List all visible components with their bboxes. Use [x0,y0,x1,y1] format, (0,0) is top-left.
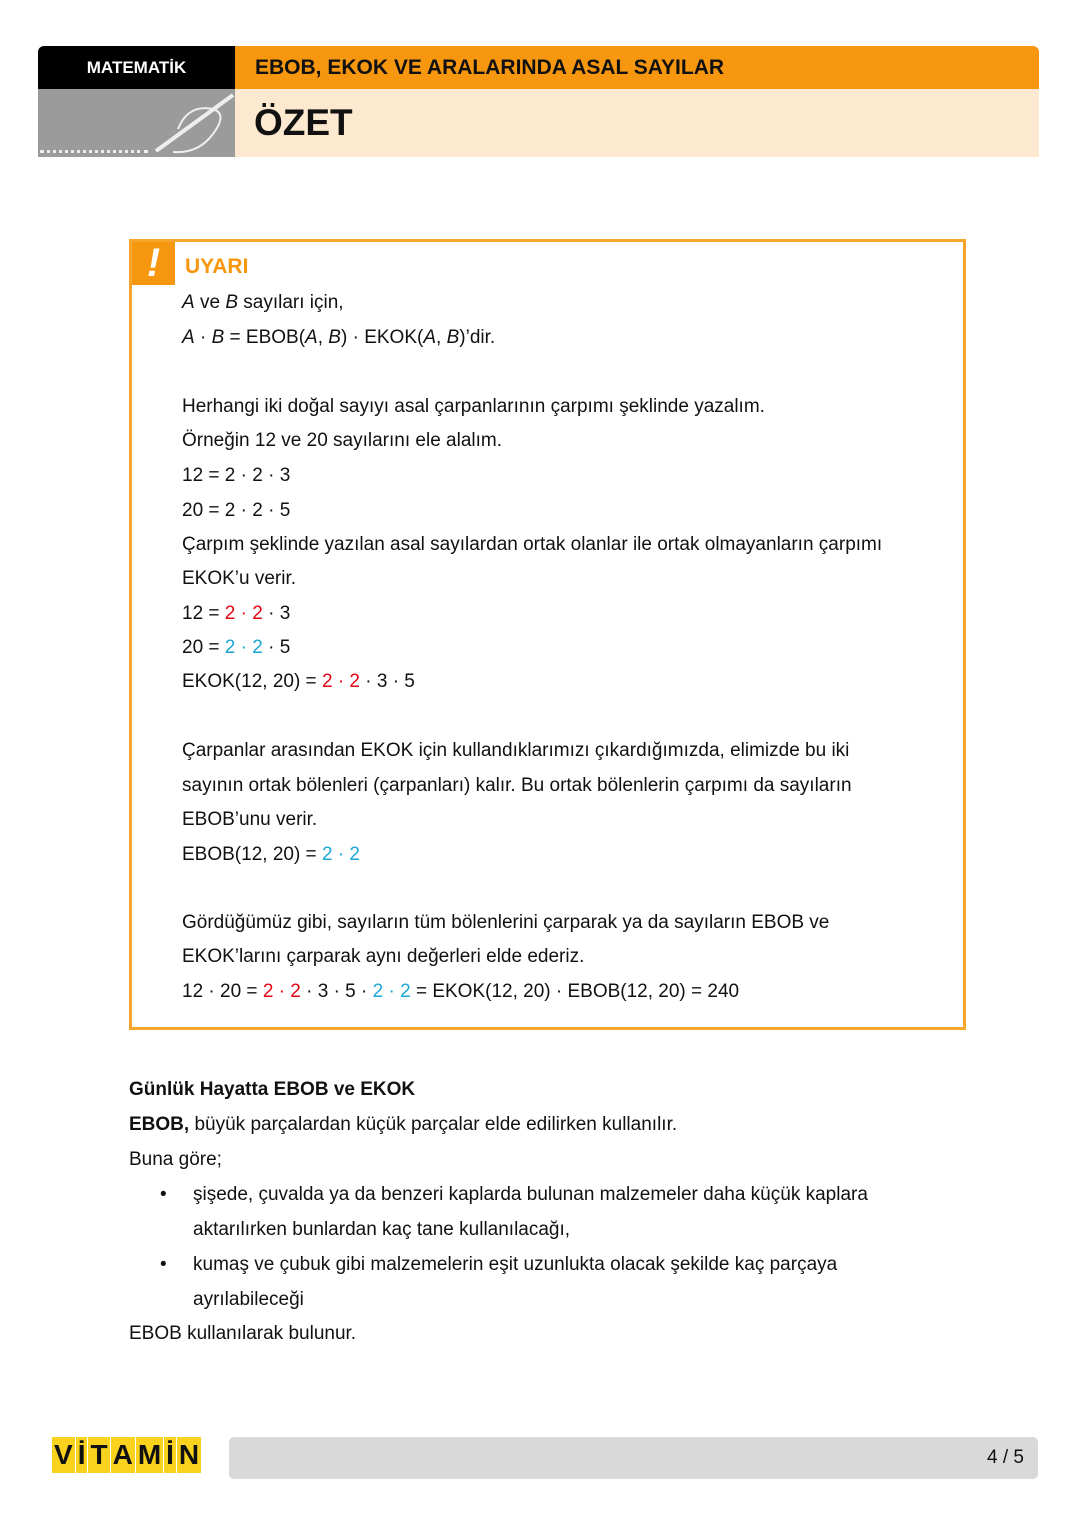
text-segment: 2 · 2 [224,603,263,624]
text-segment: 2 · 2 [224,637,263,658]
warning-line [182,637,290,659]
text-segment: 20 = [182,637,225,658]
text-segment: 2 · 2 [262,981,301,1002]
text-segment: B [328,327,341,348]
text-segment: EBOB’unu verir. [182,809,318,830]
page-number: 4 / 5 [987,1447,1024,1468]
bullet-icon: • [160,1254,167,1275]
text-segment: · 3 · 5 [359,671,415,692]
text-segment: A [182,292,195,313]
text-segment: A [182,327,195,348]
warning-line [182,534,882,556]
text-segment: , [436,327,447,348]
text-segment: 2 · 2 [321,844,360,865]
daily-heading: Günlük Hayatta EBOB ve EKOK [129,1079,416,1100]
text-segment: = EBOB( [224,327,306,348]
warning-line [182,465,290,487]
warning-line [182,396,765,418]
warning-line [182,809,317,831]
text-segment: EBOB(12, 20) = [182,844,322,865]
bullet-text: kumaş ve çubuk gibi malzemelerin eşit uzunlukta olacak şekilde kaç parçaya [193,1254,838,1275]
warning-line [182,912,829,934]
bullet-icon: • [160,1184,167,1205]
text-segment: 12 = [182,603,225,624]
warning-line [182,292,344,314]
closing-text: EBOB kullanılarak bulunur. [129,1323,357,1344]
warning-line [182,981,739,1003]
bullet-text: aktarılırken bunlardan kaç tane kullanılacağı, [193,1219,571,1240]
warning-line [182,327,495,349]
text-segment: 2 · 2 [321,671,360,692]
text-segment: , [317,327,329,348]
text-segment: EKOK’u verir. [182,568,297,589]
intro-text: büyük parçalardan küçük parçalar elde edilirken kullanılır. [189,1114,678,1135]
warning-line [182,568,296,590]
warning-box [129,239,966,1030]
warning-line [182,946,584,968]
text-segment: Örneğin 12 ve 20 sayılarını ele alalım. [182,430,503,451]
warning-line [182,775,852,797]
text-segment: B [211,327,225,348]
text-segment: Çarpanlar arasından EKOK için kullandıklarımızı çıkardığımızda, elimizde bu iki [182,740,850,761]
warning-line [182,603,290,625]
text-segment: )’dir. [459,327,496,348]
writing-hand-icon [38,89,235,157]
text-segment: · 5 [262,637,291,658]
text-segment: A [305,327,318,348]
section-title: ÖZET [235,89,1039,157]
warning-title: UYARI [185,255,249,278]
bullet-text: ayrılabileceği [193,1289,304,1310]
text-segment: Herhangi iki doğal sayıyı asal çarpanlarının çarpımı şeklinde yazalım. [182,396,765,417]
warning-line [182,500,290,522]
warning-line [182,844,360,866]
bullet-text: şişede, çuvalda ya da benzeri kaplarda bulunan malzemeler daha küçük kaplara [193,1184,868,1205]
footer-bar [229,1437,1038,1479]
warning-line [182,671,415,693]
topic-title: EBOB, EKOK VE ARALARINDA ASAL SAYILAR [235,46,1039,89]
text-segment: ve [194,292,226,313]
text-segment: 12 = 2 · 2 · 3 [182,465,291,486]
text-segment: · 3 [262,603,291,624]
text-segment: Çarpım şeklinde yazılan asal sayılardan ortak olanlar ile ortak olmayanların çarpımı [182,534,883,555]
text-segment: 12 · 20 = [182,981,263,1002]
text-segment: ) · EKOK( [340,327,424,348]
text-segment: Gördüğümüz gibi, sayıların tüm bölenlerini çarparak ya da sayıların EBOB ve [182,912,830,933]
text-segment: sayıları için, [238,292,344,313]
daily-intro [129,1114,677,1136]
exclamation-icon: ! [132,242,175,285]
text-segment: sayının ortak bölenleri (çarpanları) kalır. Bu ortak bölenlerin çarpımı da sayıların [182,775,852,796]
bold-lead: EBOB, [129,1114,190,1135]
text-segment: EKOK’larını çarparak aynı değerleri elde ederiz. [182,946,585,967]
text-segment: · 3 · 5 · [300,981,373,1002]
subject-label: MATEMATİK [38,46,235,89]
text-segment: A [423,327,437,348]
text-segment: 20 = 2 · 2 · 5 [182,500,291,521]
text-segment: · [194,327,212,348]
text-segment: 2 · 2 [372,981,411,1002]
buna-gore: Buna göre; [129,1149,222,1170]
warning-line [182,740,849,762]
vitamin-logo: V İ T A M İ N [52,1437,202,1473]
text-segment: B [225,292,238,313]
warning-line [182,430,502,452]
text-segment: EKOK(12, 20) = [182,671,322,692]
text-segment: B [446,327,460,348]
text-segment: = EKOK(12, 20) · EBOB(12, 20) = 240 [410,981,740,1002]
page-header [38,46,1039,157]
